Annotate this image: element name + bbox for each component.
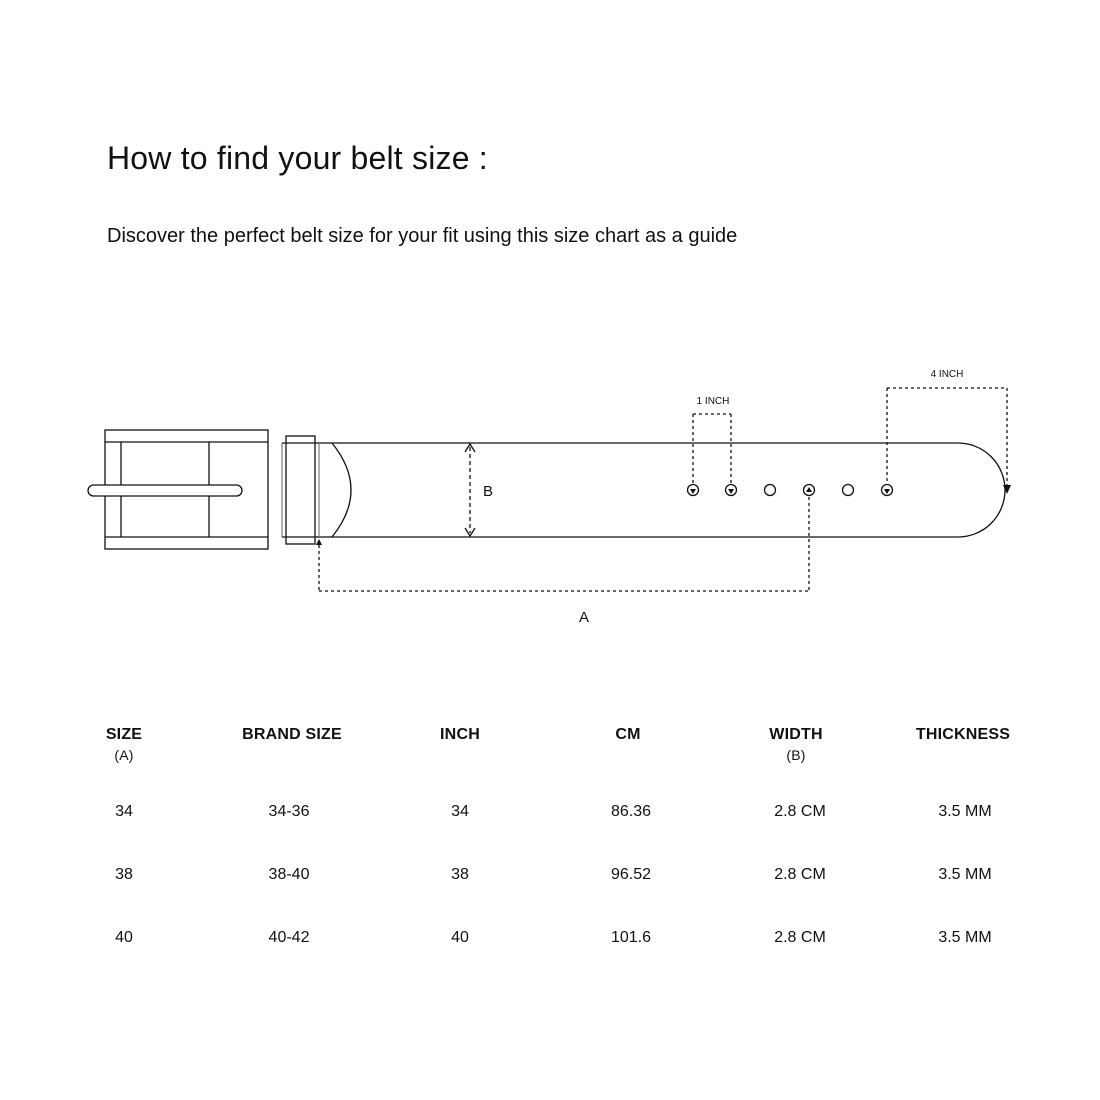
table-cell: 3.5 MM <box>938 803 992 820</box>
table-cell: 34 <box>451 803 469 820</box>
header-width-sub: (B) <box>786 747 806 763</box>
one-inch-label: 1 INCH <box>696 396 730 407</box>
table-cell: 2.8 CM <box>774 803 826 820</box>
header-width: WIDTH (B) <box>769 726 823 763</box>
table-cell: 3.5 MM <box>938 929 992 946</box>
table-cell: 34-36 <box>268 803 310 820</box>
length-label-a: A <box>578 609 590 626</box>
width-label-b: B <box>482 483 494 500</box>
belt-keeper <box>282 436 319 544</box>
belt-strap <box>318 443 1005 537</box>
header-brand-size: BRAND SIZE <box>242 726 342 743</box>
table-cell: 101.6 <box>610 929 652 946</box>
page-title: How to find your belt size : <box>107 140 488 176</box>
table-cell: 34 <box>115 803 133 820</box>
table-cell: 2.8 CM <box>774 866 826 883</box>
page-subtitle: Discover the perfect belt size for your fit using this size chart as a guide <box>107 225 738 247</box>
header-size: SIZE (A) <box>105 726 143 763</box>
table-cell: 40 <box>451 929 469 946</box>
header-cm: CM <box>615 726 641 743</box>
table-cell: 40 <box>115 929 133 946</box>
header-thickness: THICKNESS <box>915 726 1011 743</box>
buckle <box>88 430 268 549</box>
four-inch-label: 4 INCH <box>930 369 964 380</box>
header-size-sub: (A) <box>114 747 134 763</box>
table-cell: 3.5 MM <box>938 866 992 883</box>
table-cell: 40-42 <box>268 929 310 946</box>
table-cell: 38-40 <box>268 866 310 883</box>
table-cell: 38 <box>115 866 133 883</box>
header-inch: INCH <box>440 726 480 743</box>
table-cell: 96.52 <box>610 866 652 883</box>
table-cell: 38 <box>451 866 469 883</box>
table-cell: 86.36 <box>610 803 652 820</box>
table-cell: 2.8 CM <box>774 929 826 946</box>
